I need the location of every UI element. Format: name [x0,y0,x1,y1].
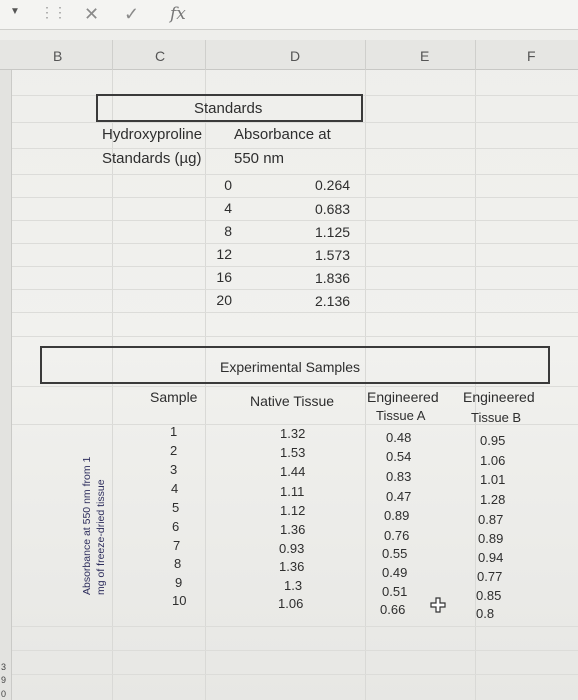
tissue-a-cell[interactable]: 0.54 [386,449,412,464]
grid-line [12,243,578,244]
side-label-line: Absorbance at 550 nm from 1 [81,456,93,595]
native-cell[interactable]: 1.36 [280,522,306,537]
more-icon[interactable]: ⋮⋮ [40,4,66,20]
sample-cell[interactable]: 10 [172,593,187,608]
sample-header: Sample [150,389,198,405]
tissue-b-cell[interactable]: 1.06 [480,453,506,468]
grid-line [365,70,366,700]
tissue-b-cell[interactable]: 0.94 [478,550,504,565]
native-cell[interactable]: 1.36 [279,559,305,574]
tissue-b-cell[interactable]: 0.8 [476,606,495,621]
standard-abs-cell[interactable]: 2.136 [315,293,351,309]
row-number[interactable]: 0 [1,689,7,699]
native-cell[interactable]: 1.3 [284,578,303,593]
column-header-b[interactable]: B [53,48,63,64]
engineered-b-header: Engineered [463,389,535,405]
native-cell[interactable]: 1.53 [280,445,306,460]
tissue-a-cell[interactable]: 0.76 [384,528,410,543]
tissue-b-cell[interactable]: 0.87 [478,512,504,527]
grid-line [12,674,578,675]
engineered-a-header: Engineered [367,389,439,405]
standards-title: Standards [194,100,263,117]
standard-abs-cell[interactable]: 1.125 [315,224,351,240]
column-divider[interactable] [475,40,476,70]
standards-col1-header: Standards (µg) [102,150,202,167]
row-number[interactable]: 9 [1,675,7,685]
tissue-a-cell[interactable]: 0.48 [386,430,412,445]
column-header-c[interactable]: C [155,48,166,64]
sample-cell[interactable]: 6 [172,519,180,534]
sample-cell[interactable]: 8 [174,556,182,571]
engineered-a-header: Tissue A [376,408,426,423]
row-header-gutter [0,70,12,700]
standard-ug-cell[interactable]: 16 [216,269,232,285]
grid-line [12,289,578,290]
column-header-d[interactable]: D [290,48,301,64]
grid-line [12,312,578,313]
standards-col2-header: 550 nm [234,150,285,167]
sample-cell[interactable]: 7 [173,538,181,553]
sample-cell[interactable]: 1 [170,424,178,439]
tissue-b-cell[interactable]: 1.28 [480,492,506,507]
tissue-b-cell[interactable]: 0.85 [476,588,502,603]
insert-function-button[interactable]: fx [170,4,186,24]
native-cell[interactable]: 0.93 [279,541,305,556]
row-number[interactable]: 3 [1,662,7,672]
grid-line [12,266,578,267]
name-box-dropdown-icon[interactable]: ▼ [10,6,20,17]
standards-col2-header: Absorbance at [234,126,331,143]
standard-abs-cell[interactable]: 1.836 [315,270,351,286]
sample-cell[interactable]: 9 [175,575,183,590]
standards-col1-header: Hydroxyproline [102,126,203,143]
tissue-b-cell[interactable]: 1.01 [480,472,506,487]
tissue-a-cell[interactable]: 0.51 [382,584,408,599]
standard-ug-cell[interactable]: 8 [224,223,232,239]
column-divider[interactable] [365,40,366,70]
sample-cell[interactable]: 4 [171,481,179,496]
standard-ug-cell[interactable]: 12 [216,246,232,262]
grid-line [12,626,578,627]
native-cell[interactable]: 1.06 [278,596,304,611]
engineered-b-header: Tissue B [471,410,522,425]
tissue-b-cell[interactable]: 0.77 [477,569,503,584]
tissue-b-cell[interactable]: 0.95 [480,433,506,448]
grid-line [12,220,578,221]
plus-cursor-icon [430,597,446,613]
grid-line [12,386,578,387]
native-tissue-header: Native Tissue [250,393,335,409]
standard-abs-cell[interactable]: 0.683 [315,201,351,217]
standard-abs-cell[interactable]: 0.264 [315,177,351,193]
column-divider[interactable] [205,40,206,70]
grid-line [12,174,578,175]
native-cell[interactable]: 1.11 [280,484,305,499]
tissue-a-cell[interactable]: 0.55 [382,546,408,561]
tissue-a-cell[interactable]: 0.49 [382,565,408,580]
tissue-a-cell[interactable]: 0.66 [380,602,406,617]
tissue-a-cell[interactable]: 0.89 [384,508,410,523]
sample-cell[interactable]: 2 [170,443,178,458]
grid-line [12,650,578,651]
formula-bar [0,0,578,30]
column-header-e[interactable]: E [420,48,430,64]
enter-check-icon[interactable]: ✓ [124,4,140,24]
tissue-a-cell[interactable]: 0.83 [386,469,412,484]
experimental-title: Experimental Samples [220,359,361,375]
grid-line [12,122,578,123]
standard-ug-cell[interactable]: 20 [216,292,232,308]
grid-line [205,70,206,700]
native-cell[interactable]: 1.44 [280,464,306,479]
cancel-icon[interactable]: ✕ [84,4,100,24]
native-cell[interactable]: 1.12 [280,503,306,518]
column-header-f[interactable]: F [527,48,536,64]
grid-line [12,336,578,337]
tissue-b-cell[interactable]: 0.89 [478,531,504,546]
standard-ug-cell[interactable]: 4 [224,200,232,216]
standard-ug-cell[interactable]: 0 [224,177,232,193]
side-label-line: mg of freeze-dried tissue [95,479,107,595]
sample-cell[interactable]: 5 [172,500,180,515]
tissue-a-cell[interactable]: 0.47 [386,489,412,504]
grid-line [12,148,578,149]
column-divider[interactable] [112,40,113,70]
grid-line [12,197,578,198]
native-cell[interactable]: 1.32 [280,426,306,441]
column-header-bar [0,40,578,70]
y-axis-label [60,415,107,595]
sample-cell[interactable]: 3 [170,462,178,477]
standard-abs-cell[interactable]: 1.573 [315,247,351,263]
